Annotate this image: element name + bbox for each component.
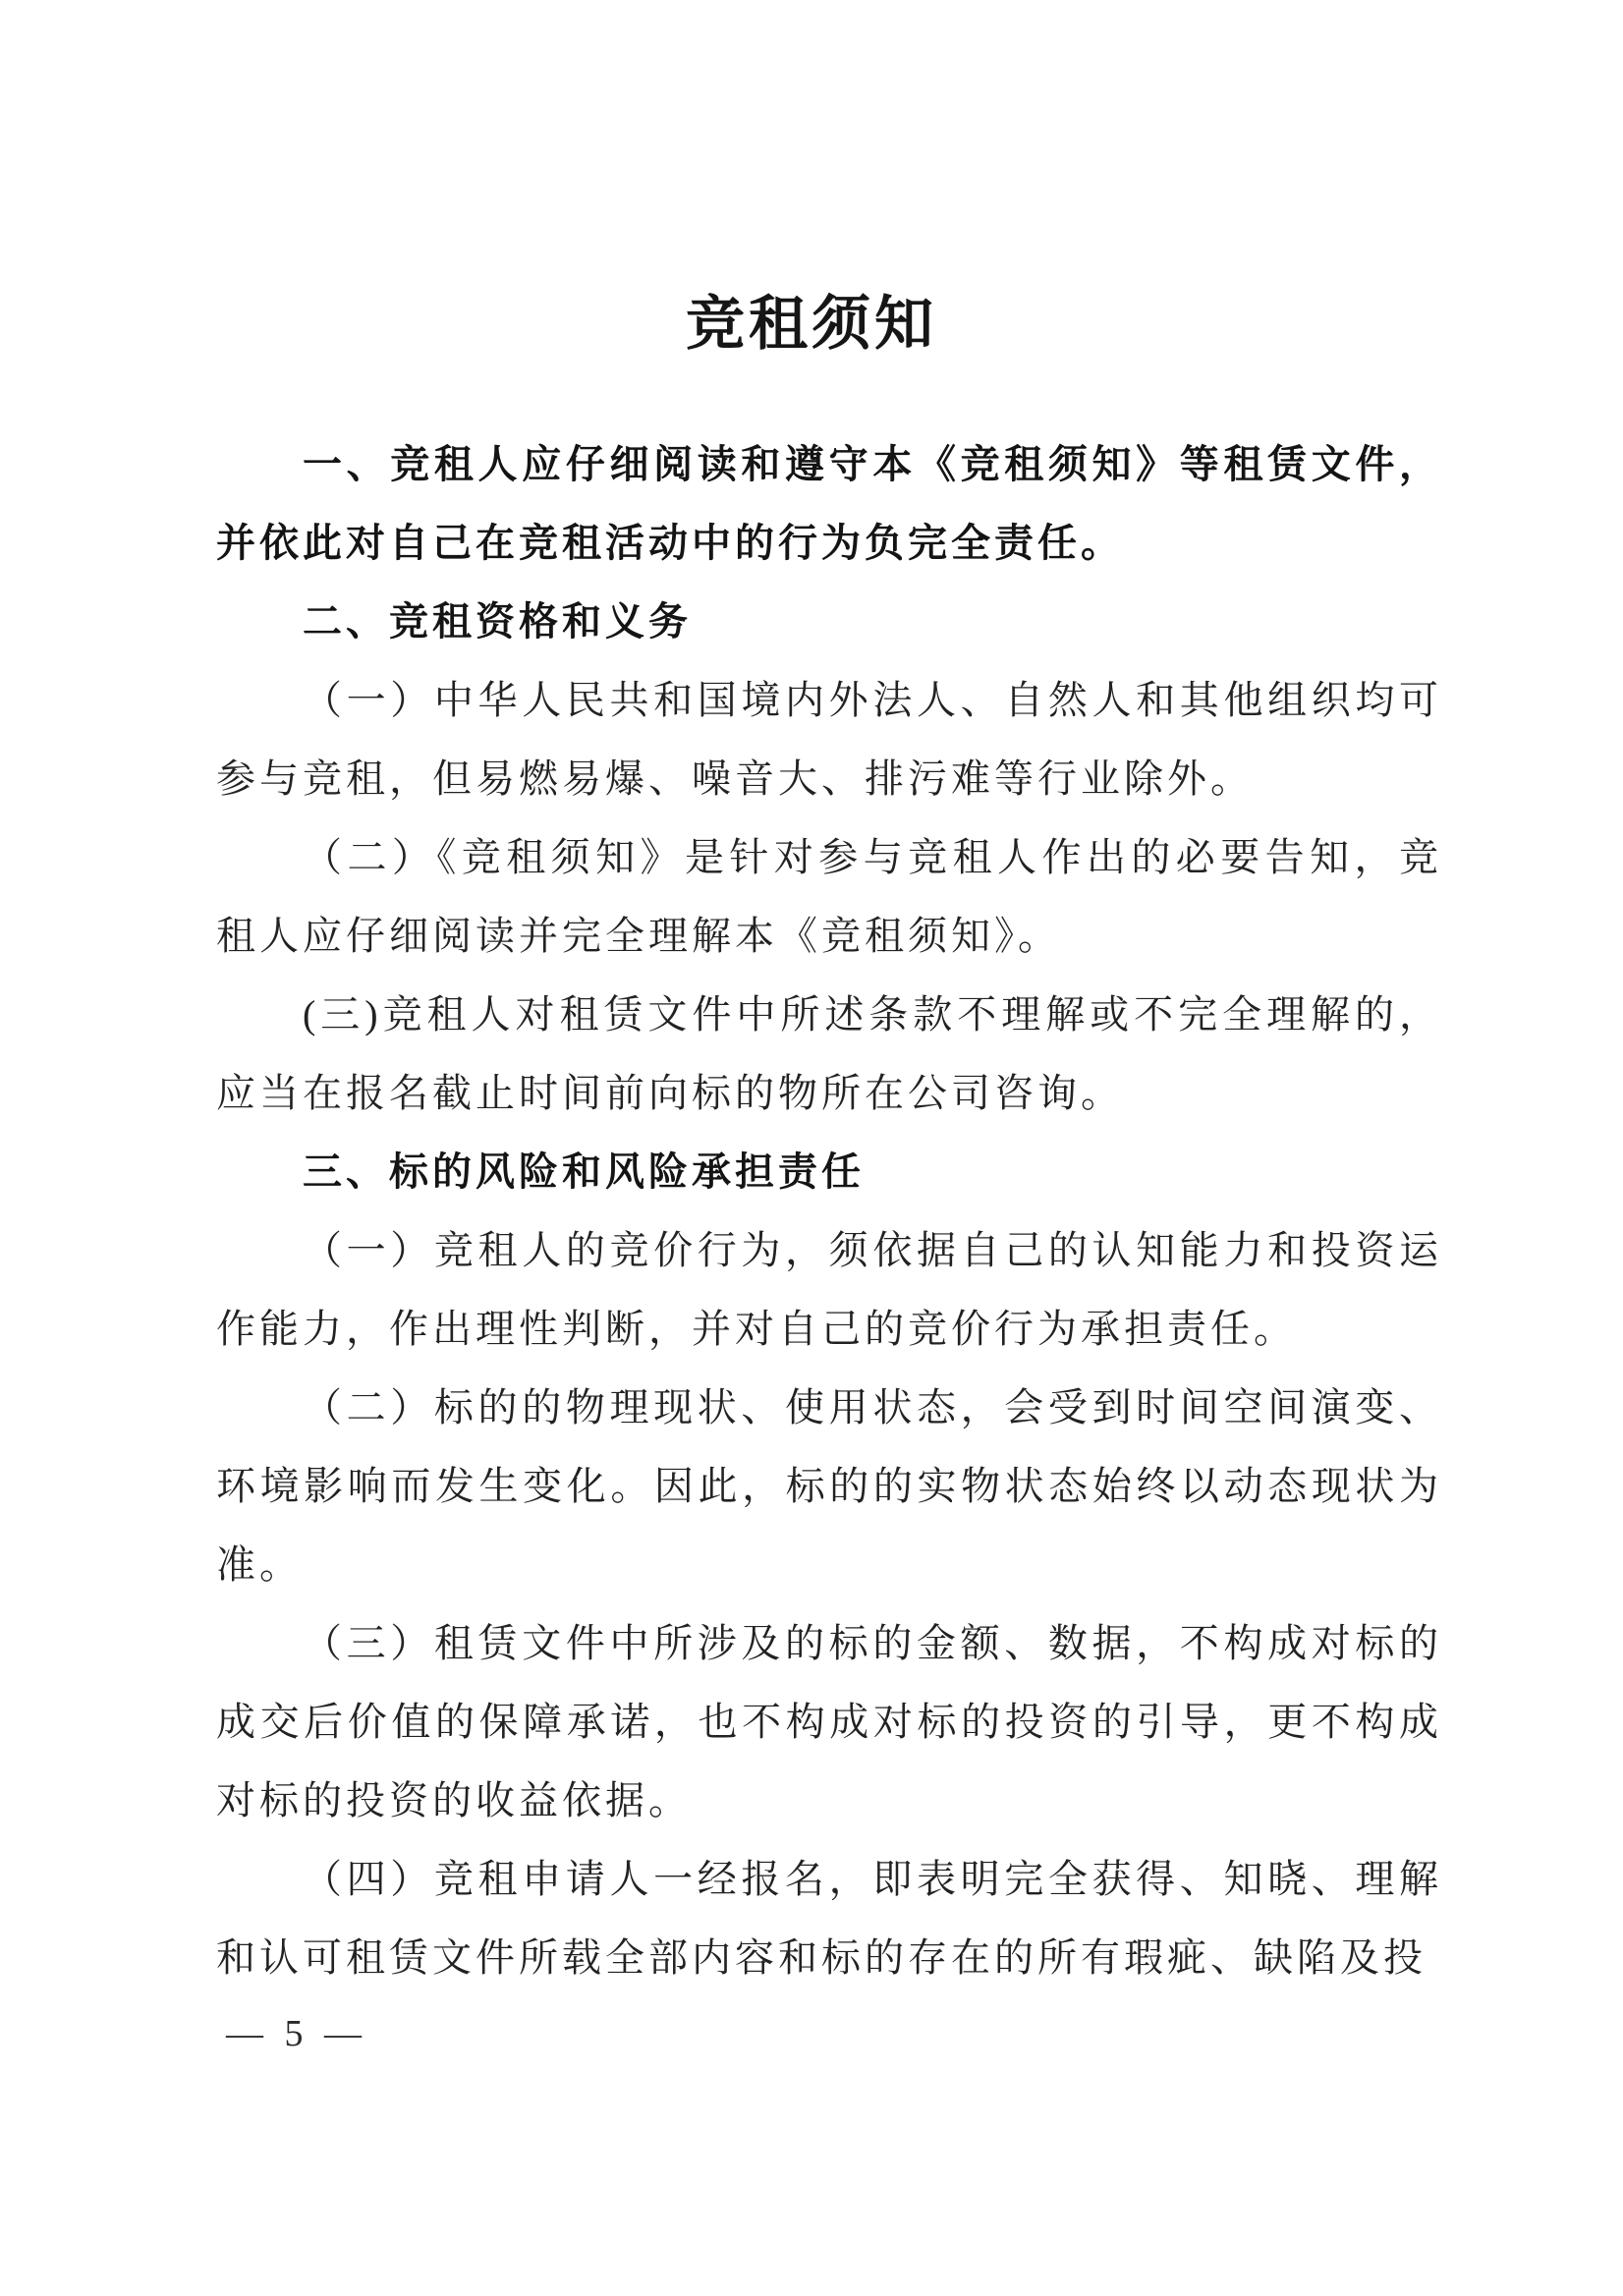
paragraph-2-2: （二）《竞租须知》是针对参与竞租人作出的必要告知，竞租人应仔细阅读并完全理解本《竞租须知》。 [216,835,1442,958]
section-heading-2: 二、竞租资格和义务 [303,600,692,644]
paragraph-3-2: （二）标的的物理现状、使用状态，会受到时间空间演变、环境影响而发生变化。因此，标的的实物状态始终以动态现状为准。 [216,1385,1442,1587]
paragraph-3-3: （三）租赁文件中所涉及的标的金额、数据，不构成对标的成交后价值的保障承诺，也不构成对标的投资的引导，更不构成对标的投资的收益依据。 [216,1621,1442,1822]
paragraph-3-4: （四）竞租申请人一经报名，即表明完全获得、知晓、理解和认可租赁文件所载全部内容和标的存在的所有瑕疵、缺陷及投 [216,1857,1442,1980]
page-number: — 5 — [226,2013,367,2054]
page-title: 竞租须知 [686,292,937,357]
paragraph-2-3: (三)竞租人对租赁文件中所述条款不理解或不完全理解的，应当在报名截止时间前向标的物所在公司咨询。 [216,992,1442,1115]
section-heading-3: 三、标的风险和风险承担责任 [303,1150,865,1194]
paragraph-rule-1: 一、竞租人应仔细阅读和遵守本《竞租须知》等租赁文件，并依此对自己在竞租活动中的行为负完全责任。 [216,443,1442,565]
paragraph-3-1: （一）竞租人的竞价行为，须依据自己的认知能力和投资运作能力，作出理性判断，并对自己的竞价行为承担责任。 [216,1228,1442,1351]
document-body [216,425,1442,1997]
paragraph-2-1: （一）中华人民共和国境内外法人、自然人和其他组织均可参与竞租，但易燃易爆、噪音大、排污难等行业除外。 [216,678,1442,801]
